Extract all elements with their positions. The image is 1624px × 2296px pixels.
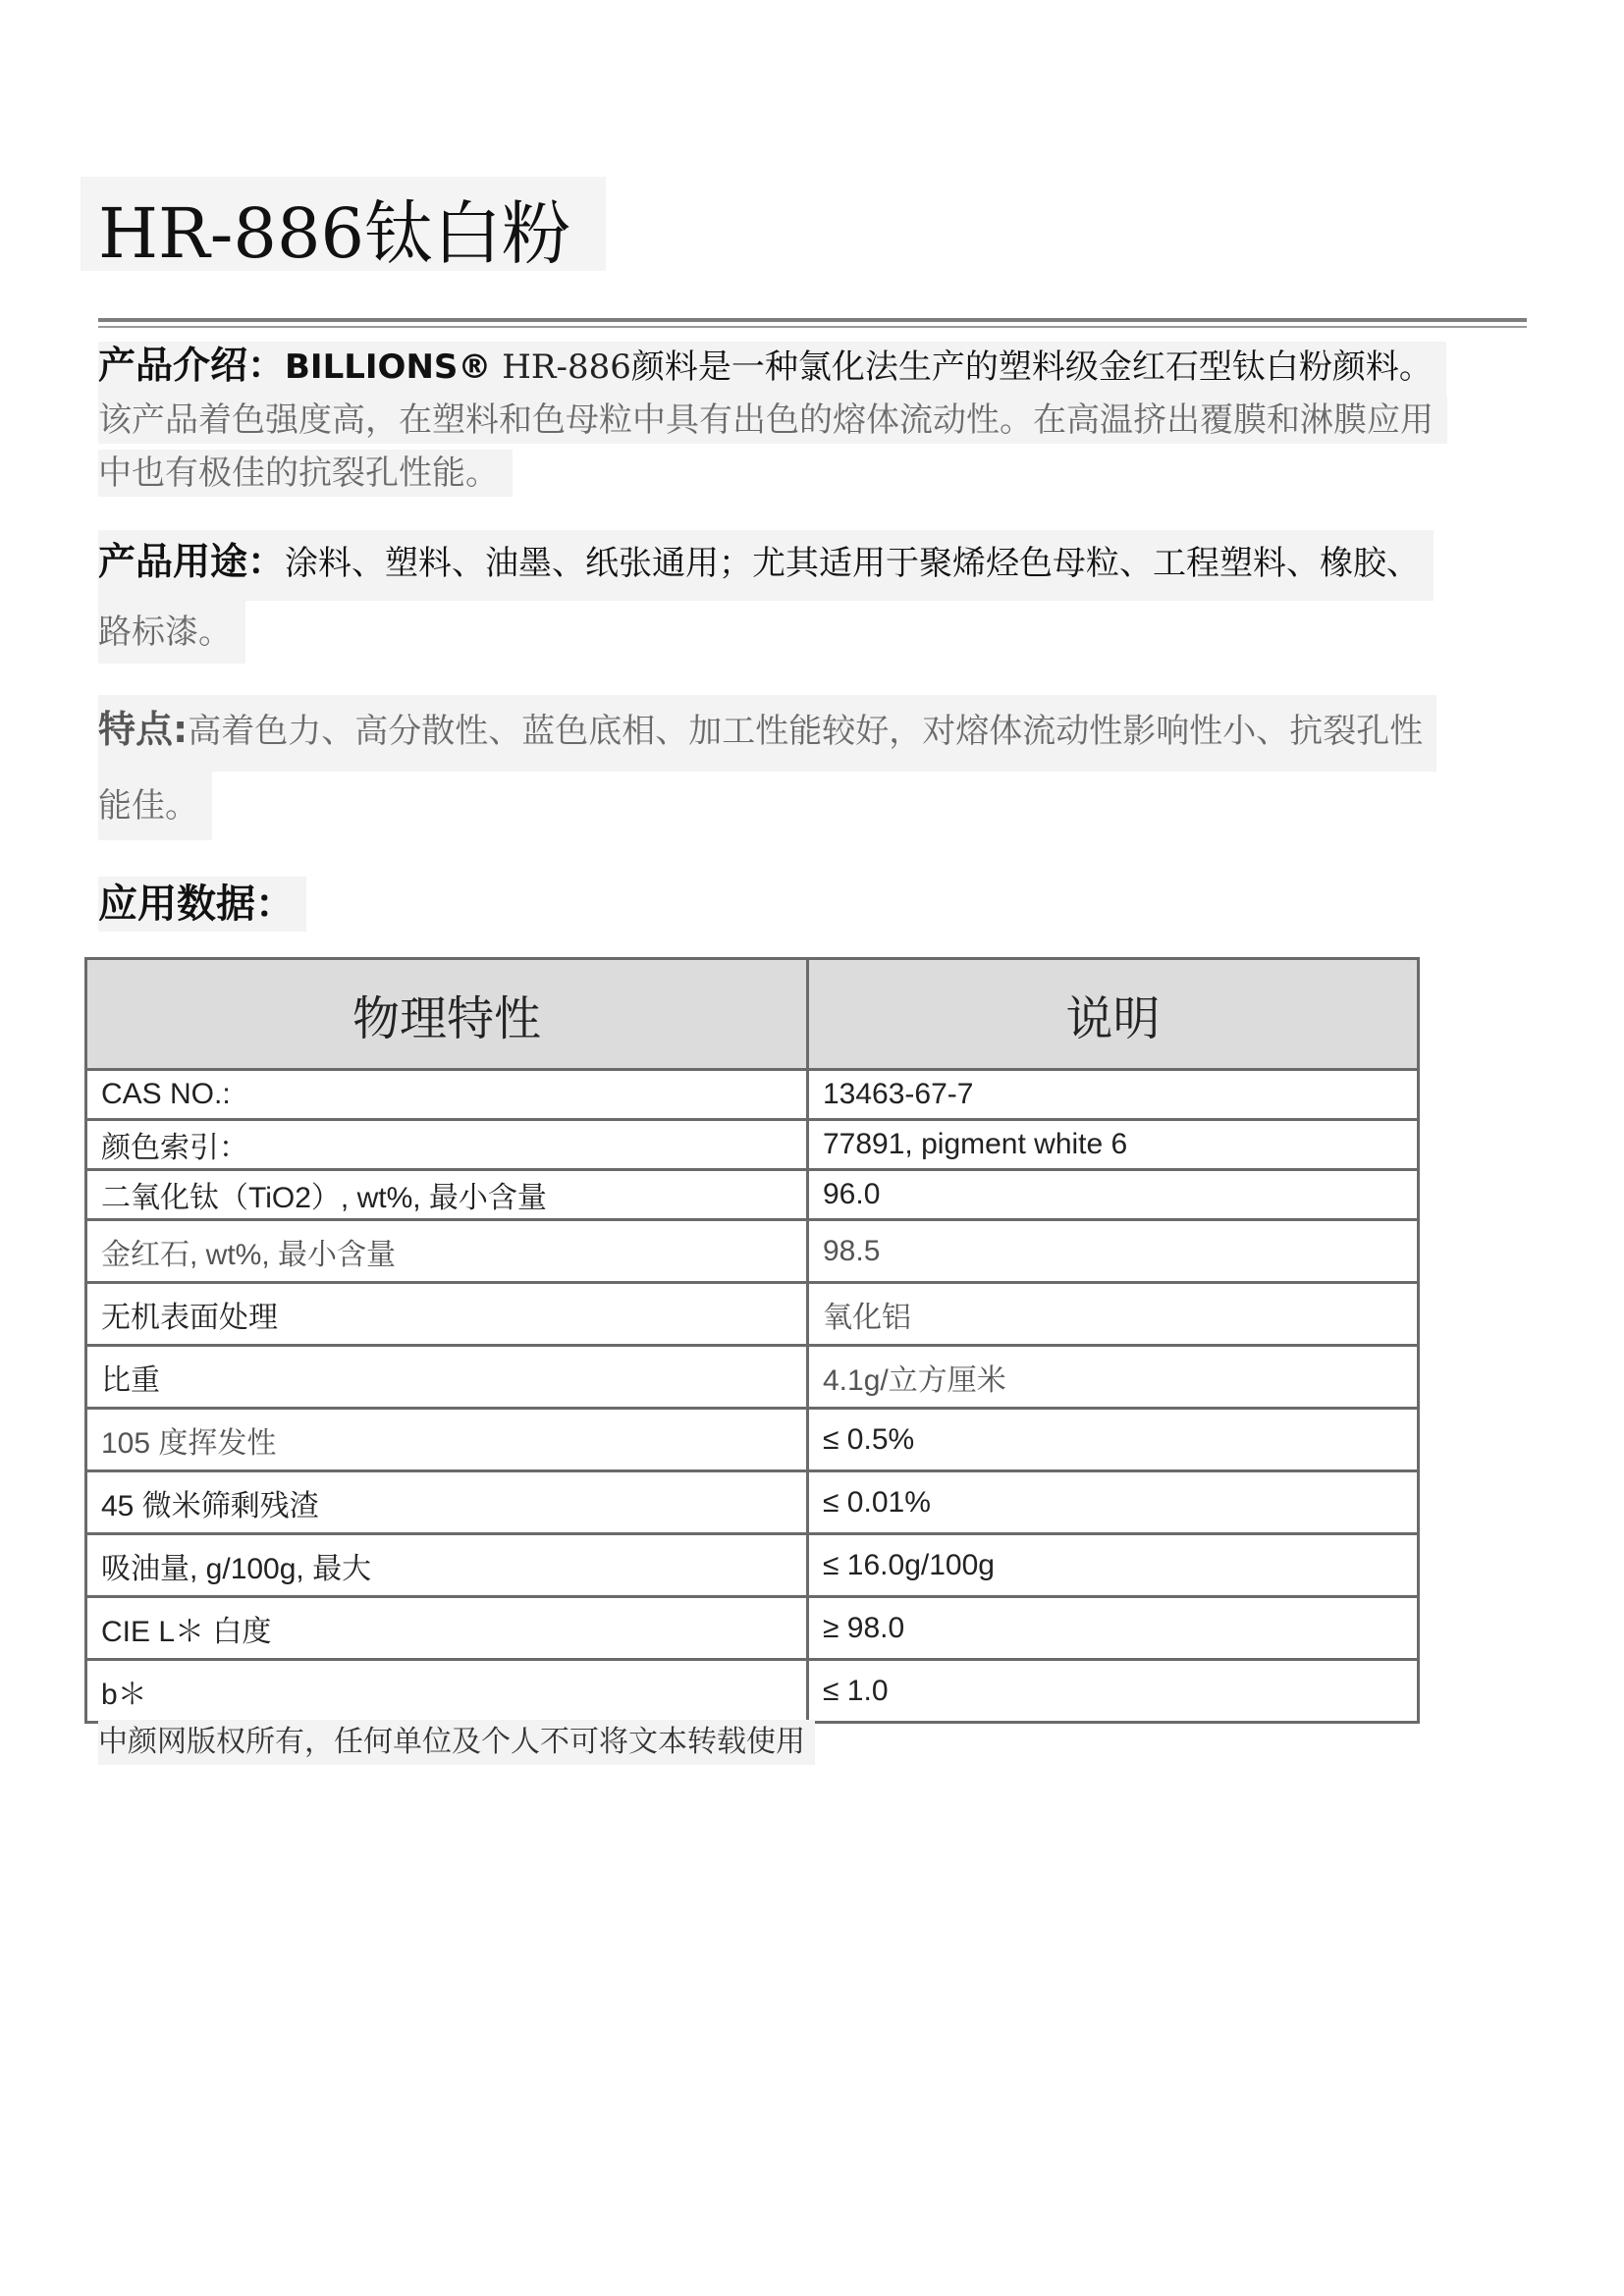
property-cell: CAS NO.: <box>86 1070 808 1120</box>
property-cell: b＊ <box>86 1660 808 1723</box>
value-cell: ≤ 0.5% <box>808 1409 1419 1471</box>
intro-model: HR-886 <box>491 347 631 387</box>
property-cell: 45 微米筛剩残渣 <box>86 1471 808 1534</box>
table-header-row <box>86 959 1419 1070</box>
property-cell: 二氧化钛（TiO2）, wt%, 最小含量 <box>86 1170 808 1220</box>
copyright-footer: 中颜网版权所有，任何单位及个人不可将文本转载使用 <box>98 1720 815 1765</box>
header-property: 物理特性 <box>86 959 808 1070</box>
usage-line-1 <box>98 530 1434 601</box>
application-data-heading: 应用数据： <box>98 877 306 932</box>
usage-line-2: 路标漆。 <box>98 601 245 664</box>
table-row <box>86 1534 1419 1597</box>
table-row <box>86 1597 1419 1660</box>
value-cell: 96.0 <box>808 1170 1419 1220</box>
intro-text: 颜料是一种氯化法生产的塑料级金红石型钛白粉颜料。 <box>630 347 1433 387</box>
property-cell: CIE L＊ 白度 <box>86 1597 808 1660</box>
value-cell: 77891, pigment white 6 <box>808 1120 1419 1170</box>
document-title: HR-886钛白粉 <box>98 193 571 274</box>
usage-label: 产品用途： <box>98 540 286 583</box>
property-cell: 比重 <box>86 1346 808 1409</box>
table-row <box>86 1220 1419 1283</box>
intro-line-3: 中也有极佳的抗裂孔性能。 <box>98 450 513 497</box>
value-cell: 氧化铝 <box>808 1283 1419 1346</box>
product-usage-section <box>98 530 1532 669</box>
table-row <box>86 1471 1419 1534</box>
feature-line-2: 能佳。 <box>98 772 212 840</box>
specification-table <box>84 957 1420 1724</box>
intro-brand: BILLIONS® <box>285 347 492 387</box>
table-row <box>86 1120 1419 1170</box>
property-cell: 105 度挥发性 <box>86 1409 808 1471</box>
value-cell: ≥ 98.0 <box>808 1597 1419 1660</box>
value-cell: ≤ 1.0 <box>808 1660 1419 1723</box>
value-cell: 4.1g/立方厘米 <box>808 1346 1419 1409</box>
table-row <box>86 1170 1419 1220</box>
intro-line-2: 该产品着色强度高，在塑料和色母粒中具有出色的熔体流动性。在高温挤出覆膜和淋膜应用 <box>98 397 1447 444</box>
usage-text: 涂料、塑料、油墨、纸张通用；尤其适用于聚烯烃色母粒、工程塑料、橡胶、 <box>285 544 1421 583</box>
property-cell: 金红石, wt%, 最小含量 <box>86 1220 808 1283</box>
property-cell: 吸油量, g/100g, 最大 <box>86 1534 808 1597</box>
title-divider-thin <box>98 326 1527 328</box>
table-row <box>86 1070 1419 1120</box>
value-cell: 98.5 <box>808 1220 1419 1283</box>
value-cell: ≤ 16.0g/100g <box>808 1534 1419 1597</box>
value-cell: 13463-67-7 <box>808 1070 1419 1120</box>
value-cell: ≤ 0.01% <box>808 1471 1419 1534</box>
table-row <box>86 1409 1419 1471</box>
feature-text: 高着色力、高分散性、蓝色底相、加工性能较好，对熔体流动性影响性小、抗裂孔性 <box>188 712 1424 751</box>
feature-line-1 <box>98 695 1436 772</box>
table-row <box>86 1346 1419 1409</box>
property-cell: 颜色索引： <box>86 1120 808 1170</box>
table-row <box>86 1660 1419 1723</box>
intro-line-1 <box>98 342 1446 397</box>
table-row <box>86 1283 1419 1346</box>
features-section <box>98 695 1532 846</box>
product-intro-section <box>98 342 1532 503</box>
feature-label: 特点: <box>98 708 189 751</box>
title-divider-thick <box>98 318 1527 322</box>
intro-label: 产品介绍： <box>98 344 286 387</box>
header-description: 说明 <box>808 959 1419 1070</box>
property-cell: 无机表面处理 <box>86 1283 808 1346</box>
